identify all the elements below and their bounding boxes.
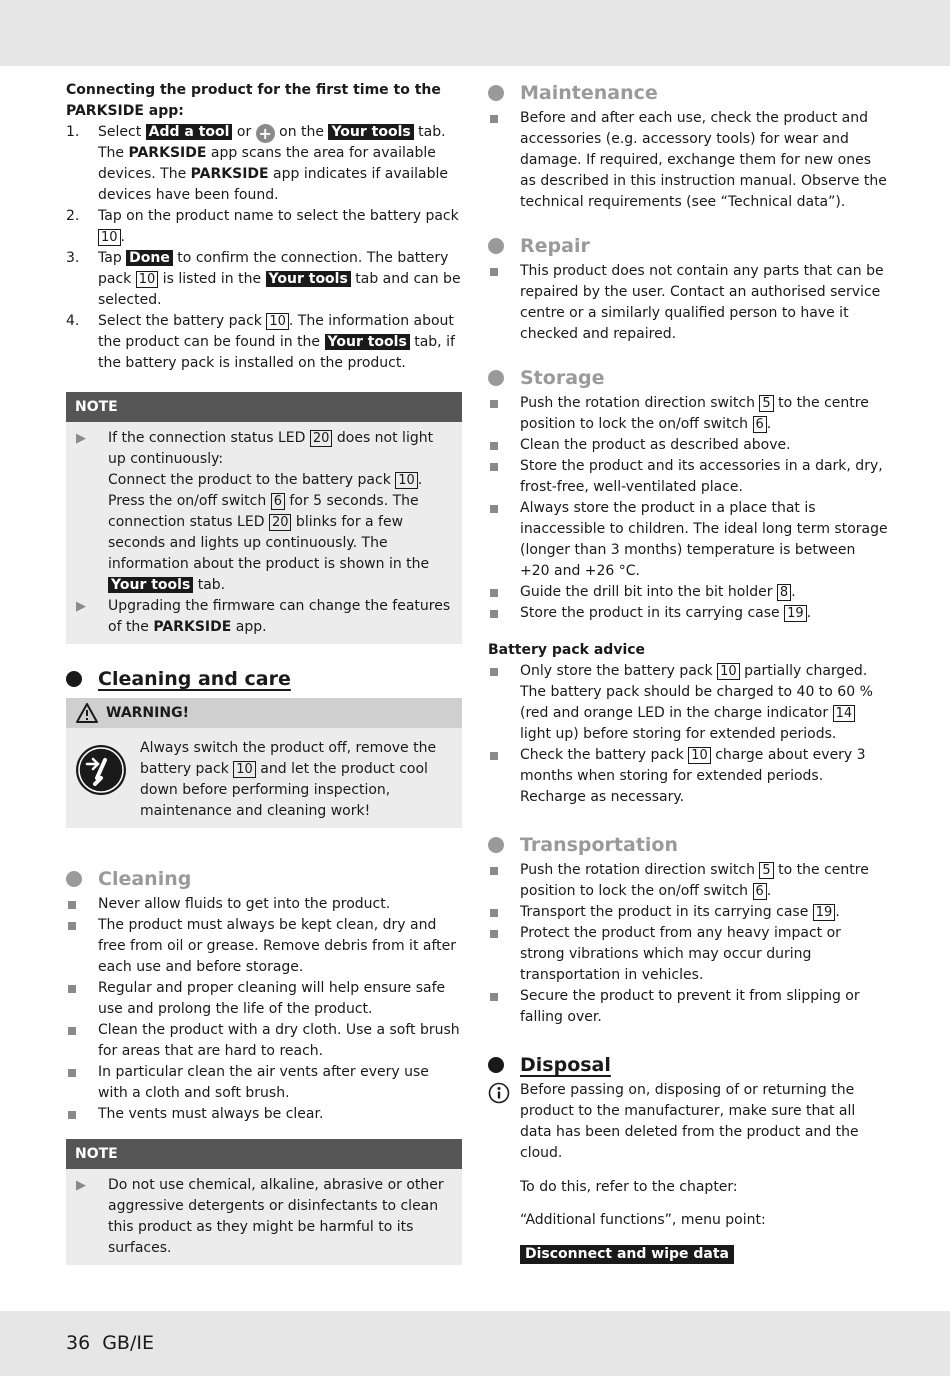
bullet-dot-icon (488, 1057, 504, 1073)
bullet-dot-icon (488, 238, 504, 254)
step-1 (66, 122, 462, 206)
ref-number: 20 (310, 430, 333, 447)
disposal-paragraph: “Additional functions”, menu point: (520, 1212, 766, 1228)
ref-number: 20 (269, 514, 292, 531)
your-tools-label: Your tools (325, 334, 410, 350)
list-item-text: Clean the product as described above. (520, 437, 791, 453)
list-item-text: light up) before storing for extended periods. (520, 726, 837, 742)
step-number: 3. (66, 250, 80, 266)
bullet-dot-icon (488, 370, 504, 386)
square-bullet-icon (490, 589, 498, 597)
your-tools-label: Your tools (108, 577, 193, 593)
step-text: Tap on the product name to select the battery pack (98, 208, 459, 224)
warning-label: WARNING! (106, 705, 189, 721)
step-text: . (120, 229, 125, 245)
note-text: does not light up continuously: (108, 430, 434, 467)
step-text: Select the battery pack (98, 313, 267, 329)
list-item-text: Before and after each use, check the product and accessories (e.g. accessory tools) for wear and damage. If required, exchange them for new ones as described in this instruction manual. Observe the technical requirements (see “Technical data”). (520, 110, 887, 210)
ref-number: 10 (98, 229, 121, 246)
maintenance-list (488, 108, 888, 213)
plus-circle-icon: + (256, 124, 275, 143)
list-item-text: This product does not contain any parts that can be repaired by the user. Contact an authorised service centre or a similarly qualified person to have it checked and repaired. (520, 263, 884, 342)
ref-number: 6 (753, 883, 767, 900)
list-item-text: Store the product and its accessories in a dark, dry, frost-free, well-ventilated place. (520, 458, 883, 495)
list-item-text: Never allow fluids to get into the product. (98, 896, 391, 912)
list-item (488, 108, 888, 213)
square-bullet-icon (68, 1069, 76, 1077)
square-bullet-icon (490, 930, 498, 938)
list-item-text: Clean the product with a dry cloth. Use a soft brush for areas that are hard to reach. (98, 1022, 460, 1059)
section-heading-transportation (488, 830, 888, 860)
page-number: 36 (66, 1332, 91, 1354)
list-item-text: . (791, 584, 796, 600)
disposal-info (488, 1080, 888, 1164)
list-item-text: Always store the product in a place that is inaccessible to children. The ideal long term storage (longer than 3 months) temperature is between +20 and +26 °C. (520, 500, 888, 579)
language-code: GB/IE (102, 1332, 154, 1354)
intro-title: Connecting the product for the first time to the PARKSIDE app: (66, 82, 441, 119)
page-footer (66, 1330, 154, 1356)
note-text: . (417, 472, 423, 488)
step-text: . The information about the product can be found in the (98, 313, 454, 350)
list-item (488, 456, 888, 498)
list-item (66, 915, 462, 978)
step-text: tab. The (98, 124, 446, 161)
list-item-text: to the centre position to lock the on/off switch (520, 862, 869, 899)
arrow-right-icon: ▶ (76, 1178, 86, 1193)
step-text: or (232, 124, 256, 140)
battery-list (488, 661, 888, 808)
disconnect-wipe-data-label: Disconnect and wipe data (520, 1245, 734, 1264)
list-item (488, 261, 888, 345)
arrow-right-icon: ▶ (76, 599, 86, 614)
square-bullet-icon (490, 442, 498, 450)
ref-number: 5 (759, 395, 773, 412)
note-heading: NOTE (66, 1139, 462, 1169)
note-text: tab. (193, 577, 226, 593)
list-item-text: . (766, 416, 772, 432)
note-text: app. (231, 619, 267, 635)
warning-text: and let the product cool down before performing inspection, maintenance and cleaning work! (140, 761, 428, 819)
unplug-battery-icon (75, 744, 127, 796)
bullet-dot-icon (66, 871, 82, 887)
ref-number: 10 (395, 472, 418, 489)
square-bullet-icon (490, 400, 498, 408)
brand-name: PARKSIDE (128, 145, 207, 161)
ref-number: 10 (688, 747, 711, 764)
section-title: Repair (520, 235, 590, 257)
section-title: Cleaning (98, 868, 192, 890)
ref-number: 10 (233, 761, 256, 778)
top-band (0, 0, 950, 66)
square-bullet-icon (490, 115, 498, 123)
section-heading-maintenance (488, 78, 888, 108)
disposal-paragraph: To do this, refer to the chapter: (520, 1179, 738, 1195)
left-column (66, 80, 462, 1265)
note-text: If the connection status LED (108, 430, 310, 446)
list-item-text: . (806, 605, 812, 621)
list-item (66, 1062, 462, 1104)
step-4 (66, 311, 462, 374)
repair-list (488, 261, 888, 345)
section-title: Disposal (520, 1054, 611, 1076)
square-bullet-icon (490, 668, 498, 676)
step-number: 1. (66, 124, 80, 140)
list-item-text: to the centre position to lock the on/off switch (520, 395, 869, 432)
bullet-dot-icon (488, 85, 504, 101)
list-item-text: Only store the battery pack (520, 663, 718, 679)
arrow-right-icon: ▶ (76, 431, 86, 446)
disposal-text: Before passing on, disposing of or returning the product to the manufacturer, make sure that all data has been deleted from the product and the cloud. (520, 1082, 859, 1161)
ref-number: 19 (813, 904, 836, 921)
list-item-text: . (766, 883, 772, 899)
add-a-tool-label: Add a tool (146, 124, 233, 140)
square-bullet-icon (68, 901, 76, 909)
step-text: app scans the area for available devices. The (98, 145, 436, 182)
note-box-cleaning (66, 1139, 462, 1265)
square-bullet-icon (490, 463, 498, 471)
list-item (488, 986, 888, 1028)
list-item (488, 902, 888, 923)
disposal-button-row (488, 1244, 888, 1265)
note-item (66, 596, 452, 638)
note-item (66, 1175, 452, 1259)
your-tools-label: Your tools (266, 271, 351, 287)
bullet-dot-icon (66, 671, 82, 687)
section-heading-disposal (488, 1050, 888, 1080)
note-item (66, 428, 452, 596)
ref-number: 8 (777, 584, 791, 601)
list-item-text: Transport the product in its carrying case (520, 904, 813, 920)
list-item-text: Store the product in its carrying case (520, 605, 785, 621)
step-text: Select (98, 124, 146, 140)
step-text: is listed in the (158, 271, 266, 287)
info-icon (488, 1082, 510, 1104)
list-item (488, 498, 888, 582)
list-item-text: Push the rotation direction switch (520, 395, 760, 411)
done-label: Done (126, 250, 173, 266)
warning-text: Always switch the product off, remove the battery pack (140, 740, 437, 777)
square-bullet-icon (490, 752, 498, 760)
step-3 (66, 248, 462, 311)
step-text: app indicates if available devices have been found. (98, 166, 448, 203)
note-heading: NOTE (66, 392, 462, 422)
square-bullet-icon (68, 1027, 76, 1035)
step-text: Tap (98, 250, 127, 266)
note-body (66, 422, 462, 644)
square-bullet-icon (490, 610, 498, 618)
note-box-connection (66, 392, 462, 644)
brand-name: PARKSIDE (190, 166, 269, 182)
section-heading-cleaning (66, 864, 462, 894)
list-item (488, 860, 888, 902)
section-title: Transportation (520, 834, 679, 856)
storage-list (488, 393, 888, 624)
cleaning-list (66, 894, 462, 1125)
list-item (488, 745, 888, 808)
ref-number: 5 (759, 862, 773, 879)
list-item-text: . (835, 904, 840, 920)
note-text: Press the on/off switch (108, 493, 271, 509)
section-heading-care (66, 664, 462, 694)
list-item-text: Regular and proper cleaning will help ensure safe use and prolong the life of the product. (98, 980, 446, 1017)
step-text: to confirm the connection. The battery pack (98, 250, 449, 287)
list-item-text: The product must always be kept clean, dry and free from oil or grease. Remove debris from it after each use and before storage. (98, 917, 457, 975)
section-heading-repair (488, 231, 888, 261)
step-text: tab and can be selected. (98, 271, 461, 308)
ref-number: 6 (753, 416, 767, 433)
step-number: 2. (66, 208, 80, 224)
step-number: 4. (66, 313, 80, 329)
list-item (66, 1020, 462, 1062)
square-bullet-icon (490, 505, 498, 513)
list-item (66, 1104, 462, 1125)
steps-list (66, 122, 462, 374)
section-title: Cleaning and care (98, 668, 291, 690)
step-text: tab, if the battery pack is installed on the product. (98, 334, 455, 371)
list-item-text: In particular clean the air vents after every use with a cloth and soft brush. (98, 1064, 429, 1101)
note-body (66, 1169, 462, 1265)
warning-box (66, 698, 462, 828)
list-item (488, 661, 888, 745)
ref-number: 10 (136, 271, 159, 288)
list-item-text: Push the rotation direction switch (520, 862, 760, 878)
section-heading-storage (488, 363, 888, 393)
list-item (488, 393, 888, 435)
step-text: on the (274, 124, 329, 140)
step-2 (66, 206, 462, 248)
ref-number: 10 (717, 663, 740, 680)
list-item (66, 978, 462, 1020)
square-bullet-icon (68, 922, 76, 930)
ref-number: 6 (271, 493, 285, 510)
list-item-text: Secure the product to prevent it from slipping or falling over. (520, 988, 860, 1025)
list-item (66, 894, 462, 915)
square-bullet-icon (68, 1111, 76, 1119)
your-tools-label: Your tools (328, 124, 413, 140)
square-bullet-icon (490, 268, 498, 276)
brand-name: PARKSIDE (153, 619, 232, 635)
bullet-dot-icon (488, 837, 504, 853)
warning-triangle-icon (76, 703, 98, 723)
note-text: Upgrading the firmware can change the features of the (108, 598, 451, 635)
warning-body (66, 728, 462, 828)
list-item-text: Protect the product from any heavy impact or strong vibrations which may occur during transportation in vehicles. (520, 925, 841, 983)
right-column (488, 80, 888, 1265)
square-bullet-icon (490, 909, 498, 917)
list-item-text: partially charged. The battery pack should be charged to 40 to 60 % (red and orange LED in the charge indicator (520, 663, 873, 721)
square-bullet-icon (490, 993, 498, 1001)
square-bullet-icon (68, 985, 76, 993)
list-item (488, 435, 888, 456)
square-bullet-icon (490, 867, 498, 875)
list-item (488, 603, 888, 624)
list-item-text: Guide the drill bit into the bit holder (520, 584, 777, 600)
note-text: Connect the product to the battery pack (108, 472, 396, 488)
battery-advice-heading: Battery pack advice (488, 642, 646, 658)
list-item-text: charge about every 3 months when storing for extended periods. Recharge as necessary. (520, 747, 866, 805)
list-item-text: The vents must always be clear. (98, 1106, 324, 1122)
section-title: Storage (520, 367, 605, 389)
list-item (488, 582, 888, 603)
transport-list (488, 860, 888, 1028)
note-text: Do not use chemical, alkaline, abrasive or other aggressive detergents or disinfectants to clean this product as they might be harmful to its surfaces. (108, 1177, 444, 1256)
list-item-text: Check the battery pack (520, 747, 689, 763)
section-title: Maintenance (520, 82, 658, 104)
warning-heading (66, 698, 462, 728)
ref-number: 14 (833, 705, 856, 722)
ref-number: 19 (784, 605, 807, 622)
note-text: blinks for a few seconds and lights up continuously. The information about the product is shown in the (108, 514, 430, 572)
list-item (488, 923, 888, 986)
note-text: for 5 seconds. The connection status LED (108, 493, 419, 530)
ref-number: 10 (266, 313, 289, 330)
